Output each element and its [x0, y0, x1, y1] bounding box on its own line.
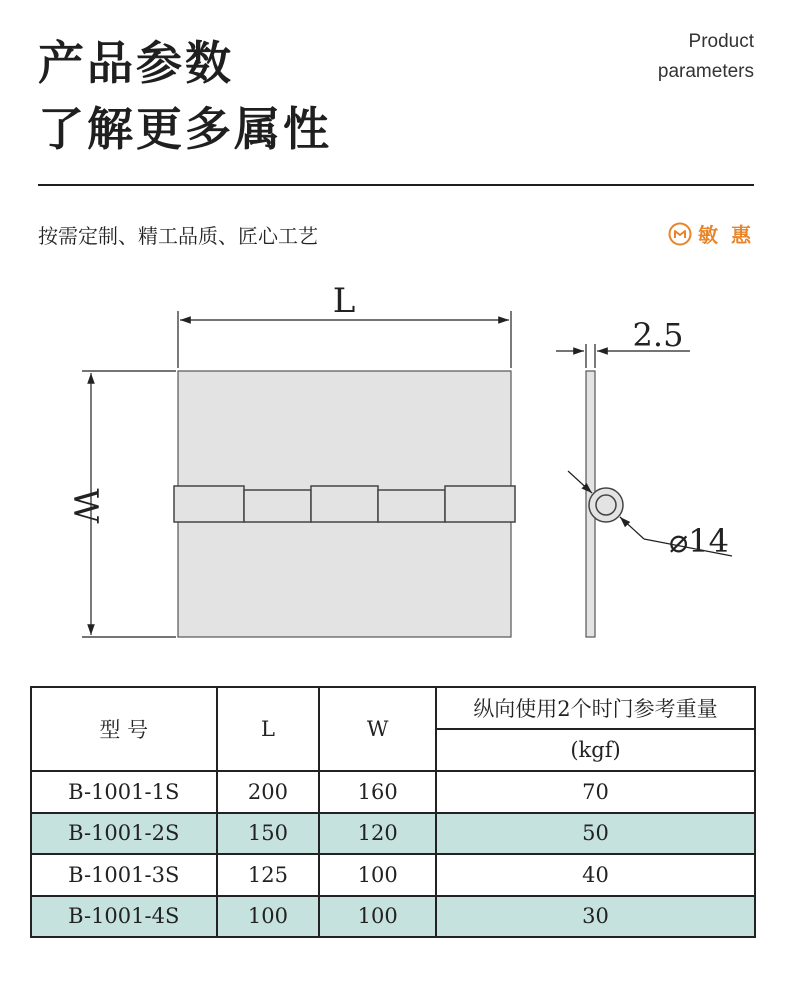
page-title-line-1: 产品参数	[38, 36, 234, 90]
slogan: 按需定制、精工品质、匠心工艺	[38, 224, 318, 248]
header-load-unit: (kgf)	[436, 729, 755, 771]
table-row	[31, 813, 755, 855]
header-model: 型 号	[31, 687, 217, 771]
header-divider	[38, 184, 754, 186]
length-label: L	[332, 281, 356, 321]
cell-width: 100	[319, 854, 436, 896]
cell-length: 125	[217, 854, 320, 896]
english-title-line-2: parameters	[657, 61, 754, 82]
diameter-label: ⌀14	[669, 522, 729, 560]
cell-model: B-1001-3S	[31, 854, 217, 896]
header-load: 纵向使用2个时门参考重量	[436, 687, 755, 729]
hinge-technical-drawing	[0, 270, 790, 670]
cell-load: 70	[436, 771, 755, 813]
cell-width: 120	[319, 813, 436, 855]
table-row	[31, 771, 755, 813]
cell-load: 50	[436, 813, 755, 855]
page-title-line-2: 了解更多属性	[38, 102, 332, 156]
cell-length: 100	[217, 896, 320, 938]
cell-length: 150	[217, 813, 320, 855]
minhui-logo-icon	[668, 222, 692, 246]
width-label: W	[65, 488, 105, 524]
english-title-line-1: Product	[688, 31, 754, 52]
spec-table	[30, 686, 756, 938]
cell-load: 40	[436, 854, 755, 896]
thickness-label: 2.5	[632, 316, 684, 354]
cell-load: 30	[436, 896, 755, 938]
header-length: L	[217, 687, 320, 771]
table-row	[31, 854, 755, 896]
table-row	[31, 896, 755, 938]
cell-width: 100	[319, 896, 436, 938]
cell-model: B-1001-4S	[31, 896, 217, 938]
brand-logo	[668, 219, 754, 248]
cell-length: 200	[217, 771, 320, 813]
hinge-knuckles	[174, 486, 515, 522]
cell-model: B-1001-1S	[31, 771, 217, 813]
header-width: W	[319, 687, 436, 771]
table-header-row	[31, 687, 755, 729]
brand-name: 敏 惠	[698, 223, 754, 247]
cell-width: 160	[319, 771, 436, 813]
cell-model: B-1001-2S	[31, 813, 217, 855]
hinge-pin-inner	[596, 495, 616, 515]
